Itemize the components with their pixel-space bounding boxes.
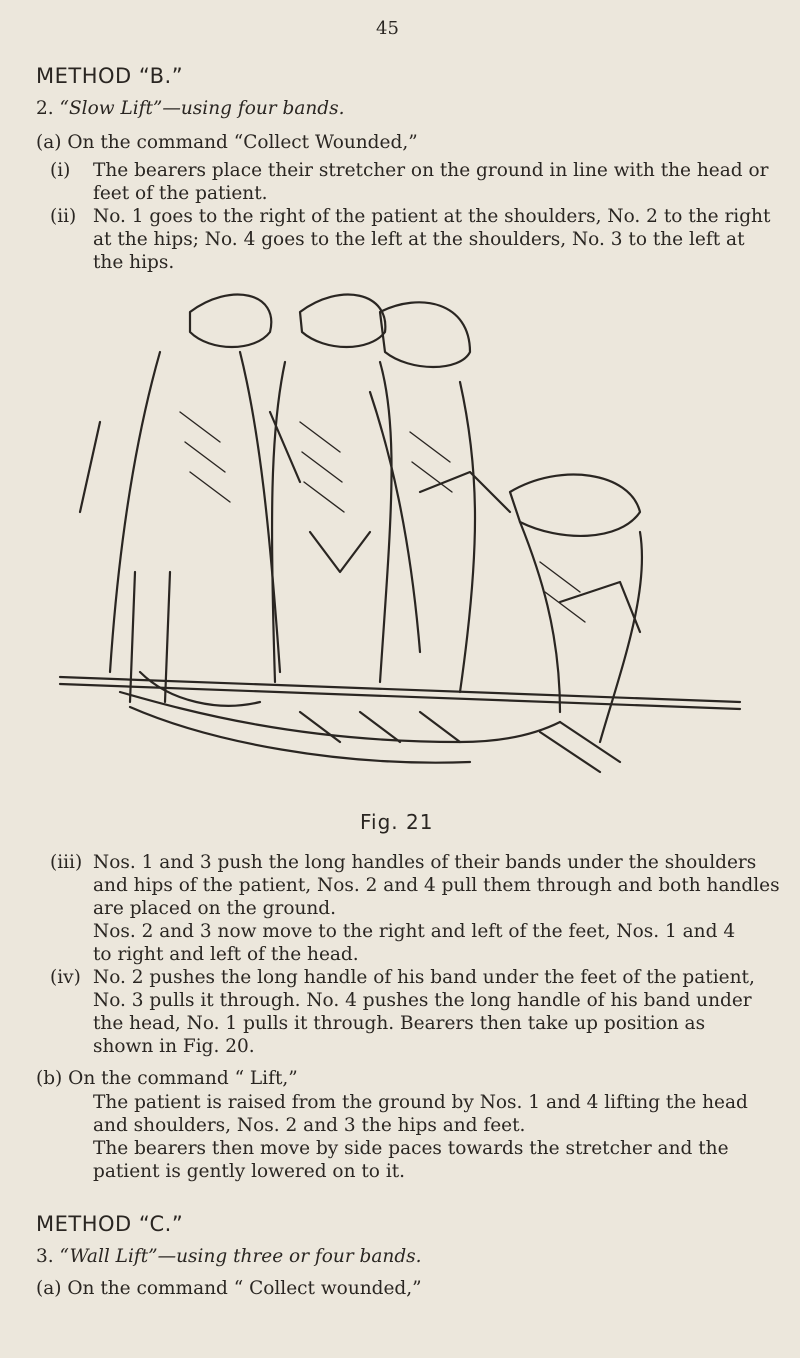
item-iv-line-2: No. 3 pulls it through. No. 4 pushes the long handle of his band under	[93, 990, 752, 1011]
command-b-line-4: patient is gently lowered on to it.	[93, 1161, 406, 1182]
page-number: 45	[376, 18, 399, 39]
item-ii-number: (ii)	[50, 206, 77, 227]
item-ii-line-3: the hips.	[93, 252, 175, 273]
item-iii-line-4: Nos. 2 and 3 now move to the right and left of the feet, Nos. 1 and 4	[93, 921, 736, 942]
command-b-line-3: The bearers then move by side paces towards the stretcher and the	[93, 1138, 729, 1159]
item-iii-line-3: are placed on the ground.	[93, 898, 337, 919]
item-iii-line-5: to right and left of the head.	[93, 944, 359, 965]
command-a-label: (a)	[36, 132, 62, 153]
item-iv-line-4: shown in Fig. 20.	[93, 1036, 255, 1057]
method-c-subheading-title: “Wall Lift”	[59, 1246, 158, 1267]
command-b-label: (b)	[36, 1068, 63, 1089]
item-iii-number: (iii)	[50, 852, 83, 873]
method-c-subheading	[36, 1246, 422, 1268]
item-i-number: (i)	[50, 160, 71, 181]
item-iii-line-1: Nos. 1 and 3 push the long handles of their bands under the shoulders	[93, 852, 757, 873]
method-c-heading: METHOD “C.”	[36, 1212, 184, 1236]
item-ii-line-2: at the hips; No. 4 goes to the left at the shoulders, No. 3 to the left at	[93, 229, 745, 250]
item-iv-number: (iv)	[50, 967, 81, 988]
item-iv-line-1: No. 2 pushes the long handle of his band under the feet of the patient,	[93, 967, 755, 988]
method-c-subheading-number: 3.	[36, 1246, 54, 1267]
method-c-command-a-text: On the command “ Collect wounded,”	[67, 1278, 422, 1299]
command-b-line-2: and shoulders, Nos. 2 and 3 the hips and feet.	[93, 1115, 526, 1136]
method-b-heading: METHOD “B.”	[36, 64, 184, 88]
method-b-command-b	[36, 1068, 298, 1090]
figure-21-illustration	[40, 272, 750, 792]
item-ii-line-1: No. 1 goes to the right of the patient at the shoulders, No. 2 to the right	[93, 206, 771, 227]
command-a-text: On the command “Collect Wounded,”	[67, 132, 418, 153]
command-b-text: On the command “ Lift,”	[68, 1068, 298, 1089]
command-b-line-1: The patient is raised from the ground by Nos. 1 and 4 lifting the head	[93, 1092, 748, 1113]
method-b-subheading-number: 2.	[36, 98, 54, 119]
item-iv-line-3: the head, No. 1 pulls it through. Bearers then take up position as	[93, 1013, 706, 1034]
method-b-command-a	[36, 132, 418, 154]
item-iii-line-2: and hips of the patient, Nos. 2 and 4 pull them through and both handles	[93, 875, 780, 896]
method-c-subheading-rest: —using three or four bands.	[157, 1246, 422, 1267]
method-b-subheading-rest: —using four bands.	[162, 98, 345, 119]
method-c-command-a	[36, 1278, 422, 1300]
method-b-subheading-title: “Slow Lift”	[59, 98, 163, 119]
method-c-command-a-label: (a)	[36, 1278, 62, 1299]
item-i-line-2: feet of the patient.	[93, 183, 268, 204]
method-b-subheading	[36, 98, 344, 120]
item-i-line-1: The bearers place their stretcher on the ground in line with the head or	[93, 160, 769, 181]
figure-caption: Fig. 21	[360, 810, 434, 834]
